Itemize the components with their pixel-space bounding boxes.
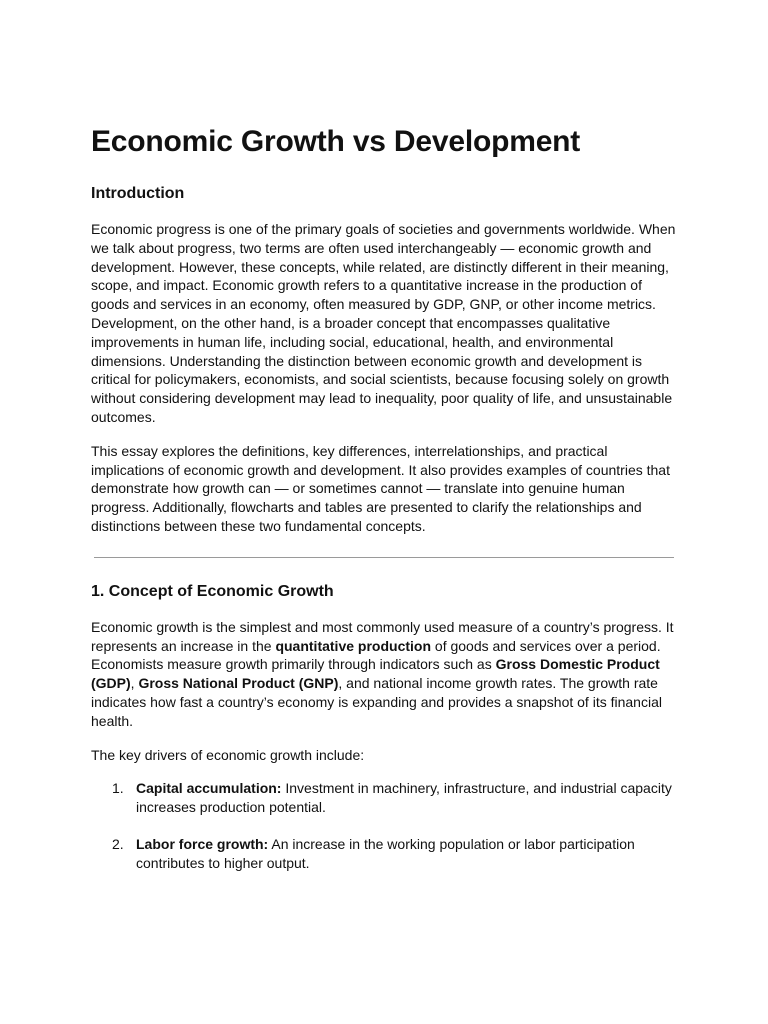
paragraph-text: , and national income growth rates. The growth rate indicates how fast a country’s economy is expanding and provides a snapshot of its financial health. — [91, 675, 662, 729]
drivers-list — [91, 779, 677, 872]
drivers-intro: The key drivers of economic growth include: — [91, 746, 365, 763]
bold-term: quantitative production — [275, 637, 432, 654]
section-divider — [94, 557, 674, 558]
economic-growth-paragraph — [91, 618, 677, 731]
introduction-paragraph: Economic progress is one of the primary goals of societies and governments worldwide. When we talk about progress, two terms are often used interchangeably — economic growth and development. However, these concepts, while related, are distinctly different in their meaning, scope, and impact. Economic growth refers to a quantitative increase in the production of goods and services in an economy, often measured by GDP, GNP, or other income metrics. Development, on the other hand, is a broader concept that encompasses qualitative improvements in human life, including social, educational, health, and environmental dimensions. Understanding the distinction between economic growth and development is critical for policymakers, economists, and social scientists, because focusing solely on growth without considering development may lead to inequality, poor quality of life, and unsustainable outcomes. — [91, 221, 676, 425]
list-item-label: Labor force growth: — [136, 835, 269, 852]
list-item-text: An increase in the working population or labor participation contributes to higher output. — [136, 835, 635, 871]
paragraph-text: of goods and services over a period. Economists measure growth primarily through indicators such as — [91, 637, 661, 673]
list-item — [91, 779, 677, 817]
paragraph-text: Economic growth is the simplest and most commonly used measure of a country’s progress. It represents an increase in the — [91, 618, 674, 654]
list-number: 2. — [112, 835, 124, 852]
page-title: Economic Growth vs Development — [91, 125, 581, 158]
introduction-heading: Introduction — [91, 185, 185, 202]
list-item — [91, 835, 677, 873]
bold-term: Gross Domestic Product (GDP) — [91, 656, 660, 692]
introduction-paragraph: This essay explores the definitions, key differences, interrelationships, and practical implications of economic growth and development. It also provides examples of countries that demonstrate how growth can — or sometimes cannot — translate into genuine human progress. Additionally, flowcharts and tables are presented to clarify the relationships and distinctions between these two fundamental concepts. — [91, 442, 670, 534]
section-heading-economic-growth: 1. Concept of Economic Growth — [91, 582, 334, 600]
list-number: 1. — [112, 780, 124, 797]
list-item-label: Capital accumulation: — [136, 780, 282, 797]
paragraph-text: , — [130, 675, 139, 692]
bold-term: Gross National Product (GNP) — [138, 675, 339, 692]
list-item-text: Investment in machinery, infrastructure, and industrial capacity increases production potential. — [136, 780, 672, 816]
